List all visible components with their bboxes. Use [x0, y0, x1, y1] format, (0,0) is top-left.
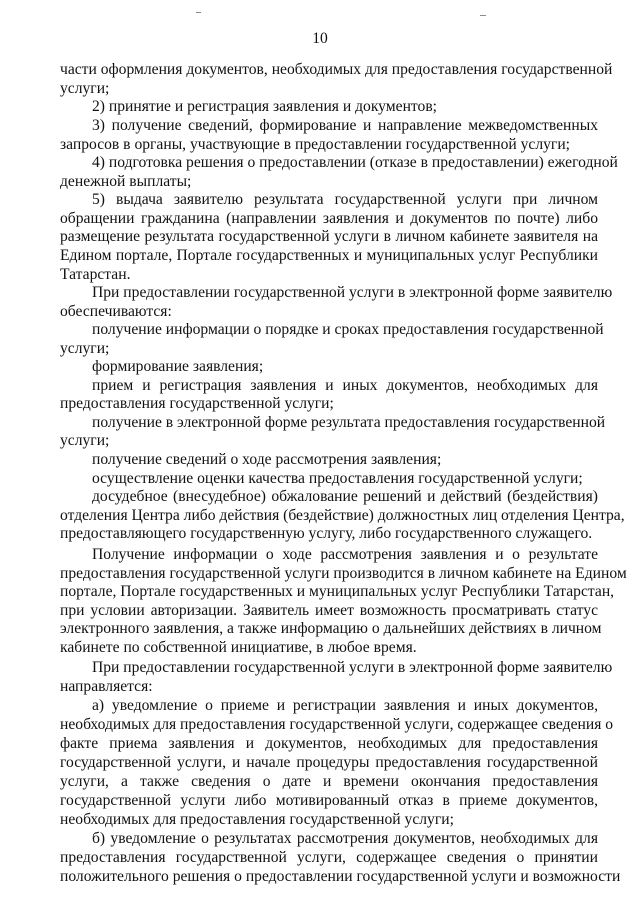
text-line: денежной выплаты; [60, 173, 192, 190]
text-line: необходимых для предоставления государственной услуги; [60, 811, 454, 828]
text-line: кабинете по собственной инициативе, в любое время. [60, 639, 417, 656]
text-line: а) уведомление о приеме и регистрации заявления и иных документов, [92, 697, 598, 714]
page-number: 10 [312, 30, 328, 47]
scan-speck [196, 12, 201, 13]
text-line: портале, Портале государственных и муниципальных услуг Республики Татарстан, [60, 583, 615, 600]
text-line: размещение результата государственной услуги в личном кабинете заявителя на [60, 228, 598, 245]
text-line: получение в электронной форме результата предоставления государственной [92, 414, 606, 431]
text-line: положительного решения о предоставлении государственной услуги и возможности [60, 868, 621, 885]
text-line: услуги, а также сведения о дате и времени окончания предоставления [60, 773, 598, 790]
text-line: 4) подготовка решения о предоставлении (отказе в предоставлении) ежегодной [92, 154, 618, 171]
text-line: запросов в органы, участвующие в предоставлении государственной услуги; [60, 136, 571, 153]
text-line: предоставления государственной услуги; [60, 395, 334, 412]
text-line: обращении гражданина (направлении заявления и документов по почте) либо [60, 210, 598, 227]
text-line: прием и регистрация заявления и иных документов, необходимых для [92, 377, 598, 394]
text-line: получение сведений о ходе рассмотрения заявления; [92, 451, 442, 468]
text-line: государственной услуги, и начале процедуры предоставления государственной [60, 754, 598, 771]
text-line: услуги; [60, 340, 110, 357]
text-line: предоставления государственной услуги, содержащее сведения о принятии [60, 849, 598, 866]
text-line: предоставления государственной услуги производится в личном кабинете на Едином [60, 565, 627, 582]
text-line: услуги; [60, 80, 110, 97]
text-line: Татарстан. [60, 266, 131, 283]
text-line: 2) принятие и регистрация заявления и документов; [92, 98, 438, 115]
text-line: 5) выдача заявителю результата государственной услуги при личном [92, 191, 598, 208]
text-line: 3) получение сведений, формирование и направление межведомственных [92, 117, 598, 134]
text-line: отделения Центра либо действия (бездействие) должностных лиц отделения Центра, [60, 507, 625, 524]
text-line: При предоставлении государственной услуги в электронной форме заявителю [92, 659, 613, 676]
text-line: при условии авторизации. Заявитель имеет возможность просматривать статус [60, 602, 598, 619]
text-line: досудебное (внесудебное) обжалование решений и действий (бездействия) [92, 488, 598, 505]
text-line: обеспечиваются: [60, 303, 172, 320]
text-line: направляется: [60, 678, 153, 695]
text-line: электронного заявления, а также информацию о дальнейших действиях в личном [60, 620, 602, 637]
text-line: получение информации о порядке и сроках предоставления государственной [92, 321, 604, 338]
text-line: факте приема заявления и документов, необходимых для предоставления [60, 735, 598, 752]
text-line: услуги; [60, 432, 110, 449]
text-line: формирование заявления; [92, 358, 264, 375]
text-line: Получение информации о ходе рассмотрения заявления и о результате [92, 546, 598, 563]
text-line: При предоставлении государственной услуги в электронной форме заявителю [92, 284, 613, 301]
text-line: государственной услуги либо мотивированный отказ в приеме документов, [60, 792, 598, 809]
text-line: части оформления документов, необходимых для предоставления государственной [60, 61, 613, 78]
text-line: предоставляющего государственную услугу, либо государственного служащего. [60, 525, 593, 542]
text-line: осуществление оценки качества предоставления государственной услуги; [92, 470, 583, 487]
scan-speck [480, 15, 486, 16]
text-line: Едином портале, Портале государственных и муниципальных услуг Республики [60, 247, 598, 264]
text-line: необходимых для предоставления государственной услуги, содержащее сведения о [60, 716, 614, 733]
text-line: б) уведомление о результатах рассмотрения документов, необходимых для [92, 830, 598, 847]
